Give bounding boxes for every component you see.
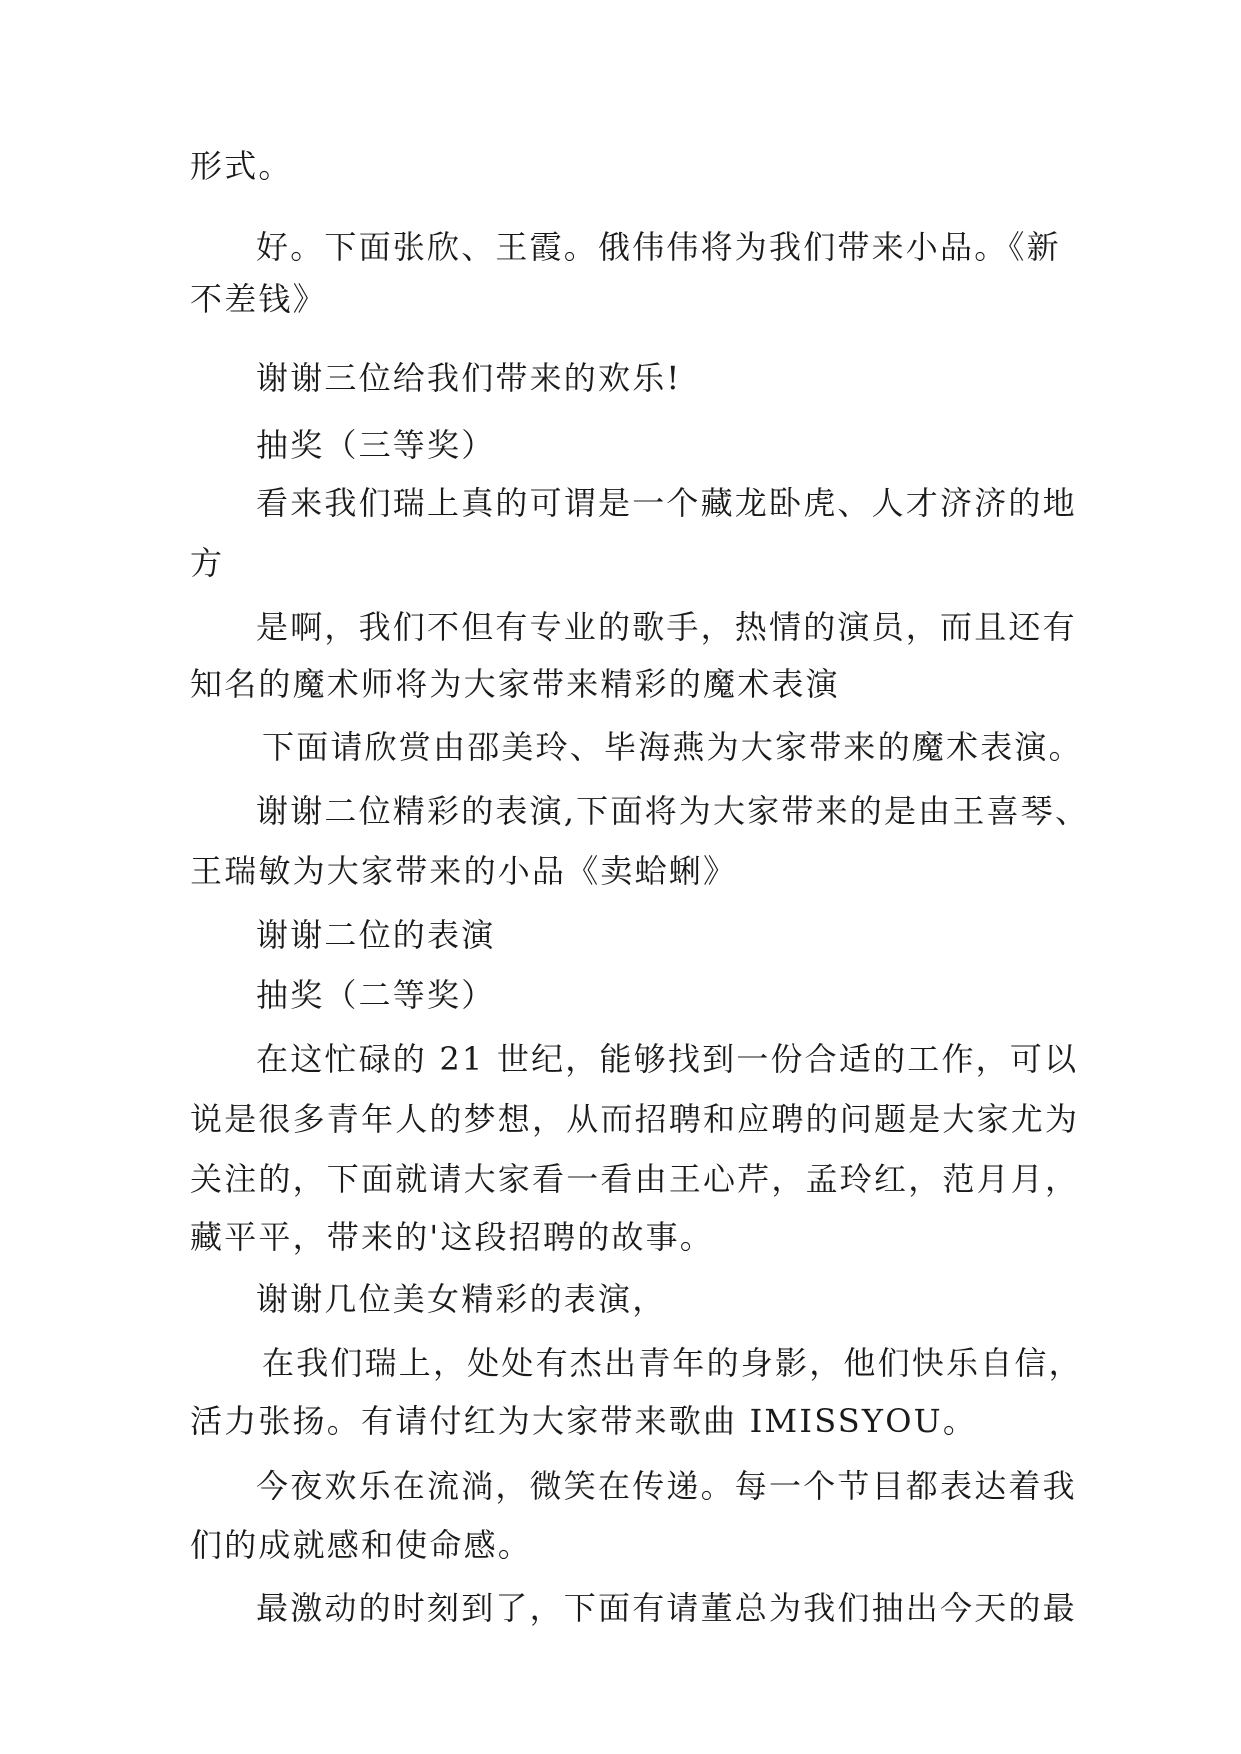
text-line: 王瑞敏为大家带来的小品《卖蛤蜊》 bbox=[190, 852, 738, 890]
text-line: 谢谢几位美女精彩的表演， bbox=[256, 1280, 667, 1318]
text-line: 看来我们瑞上真的可谓是一个藏龙卧虎、人才济济的地 bbox=[256, 484, 1077, 522]
text-line: 们的成就感和使命感。 bbox=[190, 1526, 533, 1564]
text-line: 知名的魔术师将为大家带来精彩的魔术表演 bbox=[190, 665, 840, 703]
text-line: 抽奖（三等奖） bbox=[256, 426, 496, 464]
text-line: 在我们瑞上，处处有杰出青年的身影，他们快乐自信， bbox=[262, 1344, 1083, 1382]
text-line: 下面请欣赏由邵美玲、毕海燕为大家带来的魔术表演。 bbox=[262, 728, 1083, 766]
text-line: 方 bbox=[190, 544, 225, 582]
text-line: 不差钱》 bbox=[190, 280, 327, 318]
text-line: 藏平平，带来的'这段招聘的故事。 bbox=[190, 1218, 714, 1256]
text-line: 好。下面张欣、王霞。俄伟伟将为我们带来小品。《新 bbox=[256, 228, 1061, 266]
text-line: 今夜欢乐在流淌，微笑在传递。每一个节目都表达着我 bbox=[256, 1467, 1077, 1505]
text-line: 形式。 bbox=[190, 147, 293, 185]
text-line: 关注的，下面就请大家看一看由王心芹，孟玲红，范月月， bbox=[190, 1160, 1080, 1198]
text-line: 谢谢二位的表演 bbox=[256, 916, 496, 954]
text-line: 说是很多青年人的梦想，从而招聘和应聘的问题是大家尤为 bbox=[190, 1100, 1080, 1138]
text-line: 抽奖（二等奖） bbox=[256, 976, 496, 1014]
text-line: 活力张扬。有请付红为大家带来歌曲 IMISSYOU。 bbox=[190, 1402, 978, 1440]
text-line: 谢谢三位给我们带来的欢乐! bbox=[256, 359, 682, 397]
text-line: 在这忙碌的 21 世纪，能够找到一份合适的工作，可以 bbox=[256, 1040, 1079, 1078]
text-line: 谢谢二位精彩的表演,下面将为大家带来的是由王喜琴、 bbox=[256, 792, 1090, 830]
text-line: 最激动的时刻到了，下面有请董总为我们抽出今天的最 bbox=[256, 1589, 1077, 1627]
text-line: 是啊，我们不但有专业的歌手，热情的演员，而且还有 bbox=[256, 608, 1077, 646]
